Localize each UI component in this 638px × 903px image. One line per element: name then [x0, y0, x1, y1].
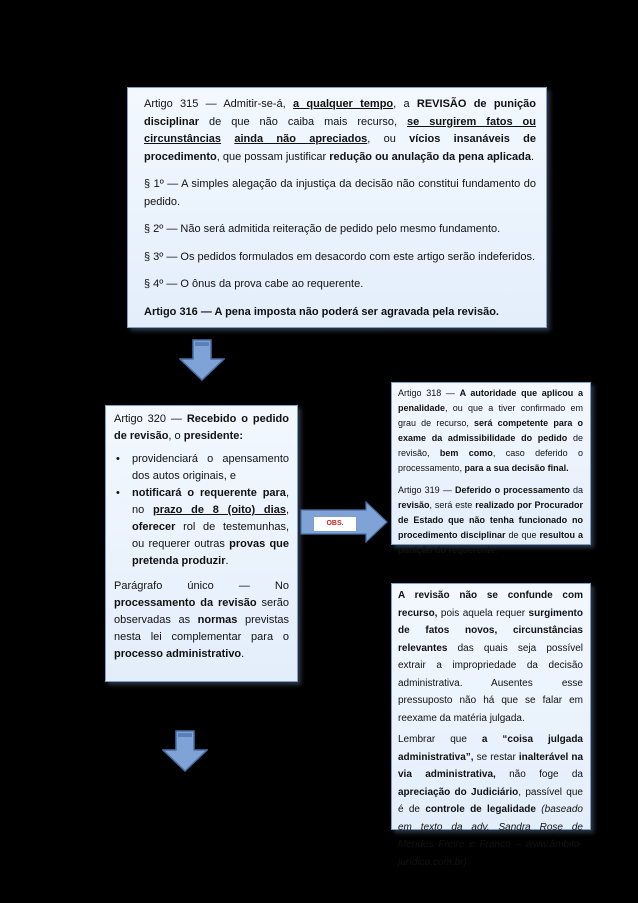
- art318-319-box: [391, 382, 591, 555]
- paragraph-1: § 1º — A simples alegação da injustiça da decisão não constitui fundamento do pedido.: [144, 178, 536, 208]
- down-arrow-icon: [179, 339, 225, 381]
- paragraph-2: § 2º — Não será admitida reiteração de pedido pelo mesmo fundamento.: [144, 223, 501, 235]
- art318-text: Artigo 318 — A autoridade que aplicou a penalidade, ou que a tiver confirmado em grau de recurso, será competente para o exame da admissibilidade do pedido de revisão, bem como, caso deferido o processamento, para a sua decisão final.: [398, 388, 584, 473]
- art320-list: [114, 451, 289, 570]
- list-item: • providenciará o apensamento dos autos originais, e: [114, 451, 289, 485]
- art315-box: [127, 87, 547, 328]
- art315-text: Artigo 315 — Admitir-se-á, a qualquer tempo, a REVISÃO de punição disciplinar de que não caiba mais recurso, se surgirem fatos ou circunstâncias ainda não apreciados, ou vícios insanáveis de procedimento, que possam justificar redução ou anulação da pena aplicada.: [144, 98, 537, 163]
- down-arrow-icon: [162, 730, 208, 772]
- art320-box: [105, 405, 298, 682]
- list-item: • notificará o requerente para, no prazo de 8 (oito) dias, oferecer rol de testemunhas, ou requerer outras provas que pretenda produzir.: [114, 485, 289, 570]
- note-box: [391, 583, 591, 868]
- paragraph-4: § 4º — O ônus da prova cabe ao requerente.: [144, 278, 364, 290]
- note-paragraph-1: A revisão não se confunde com recurso, pois aquela requer surgimento de fatos novos, circunstâncias relevantes das quais seja possível extrair a impropriedade da decisão administrativa. Ausentes esse pressuposto não há que se falar em reexame da matéria julgada.: [398, 590, 583, 724]
- paragraph-3: § 3º — Os pedidos formulados em desacordo com este artigo serão indeferidos.: [144, 250, 536, 263]
- art320-intro: Artigo 320 — Recebido o pedido de revisão, o presidente:: [114, 413, 289, 442]
- art319-text: Artigo 319 — Deferido o processamento da revisão, será este realizado por Procurador de Estado que não tenha funcionado no procedimento disciplinar de que resultou a punição do requerente.: [398, 485, 584, 555]
- art320-paragrafo: Parágrafo único — No processamento da revisão serão observadas as normas previstas nesta lei complementar para o processo administrativo.: [114, 580, 289, 660]
- obs-label: OBS.: [313, 516, 357, 532]
- note-paragraph-2: Lembrar que a “coisa julgada administrativa”, se restar inalterável na via administrativa, não foge da apreciação do Judiciário, passível que é de controle de legalidade (baseado em texto da adv. Sandra Rose de Mendes Freire e Franco – www.âmbito-jurídico.com.br).: [398, 734, 584, 868]
- art316-text: Artigo 316 — A pena imposta não poderá ser agravada pela revisão.: [144, 305, 499, 318]
